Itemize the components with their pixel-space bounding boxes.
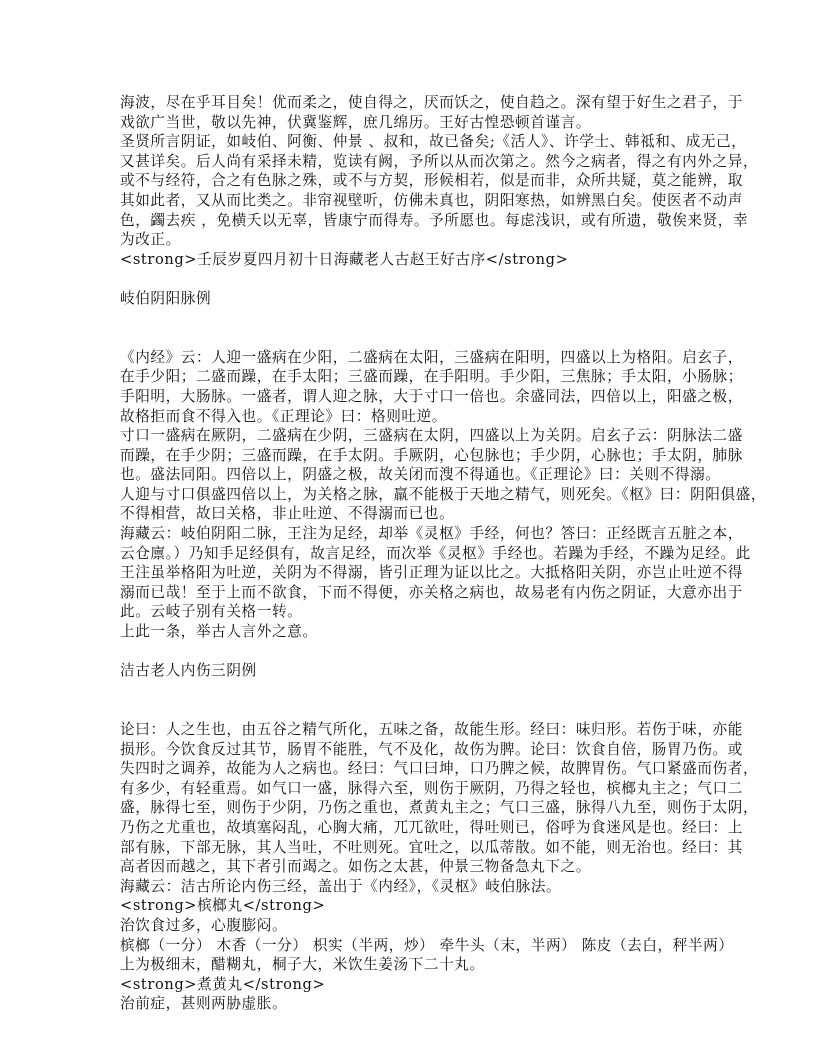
spacer (120, 681, 700, 720)
text-line: 有多少，有轻重焉。如气口一盛，脉得六至，则伤于厥阴，乃得之轻也，槟榔丸主之；气口二 (120, 779, 743, 797)
text-line: 失四时之调养，故能为人之病也。经曰：气口曰坤，口乃脾之候，故脾胃伤。气口紧盛而伤者， (120, 760, 759, 778)
recipe-title: <strong>煮黄丸</strong> (120, 975, 326, 993)
text-line: 海藏云：洁古所论内伤三经，盖出于《内经》，《灵枢》岐伯脉法。 (120, 877, 562, 895)
section-heading: 洁古老人内伤三阴例 (120, 662, 257, 680)
spacer (120, 309, 700, 348)
text-line: 海波，尽在乎耳目矣！优而柔之，使自得之，厌而饫之，使自趋之。深有望于好生之君子，于 (120, 94, 743, 111)
recipe-title: <strong>槟榔丸</strong> (120, 897, 326, 915)
text-line: 上此一条，举古人言外之意。 (120, 623, 318, 641)
document-page (120, 93, 767, 1014)
text-line: 在手少阳；二盛而躁，在手太阳；三盛而躁，在手阳明。手少阳，三焦脉；手太阳，小肠脉； (120, 368, 743, 386)
text-line: 色，蠲去疾 ，免横夭以无辜，皆康宁而得寿。予所愿也。每虑浅识，或有所遗，敬俟来贤，幸 (120, 211, 749, 229)
text-line: 溺而已哉！至于上而不欲食，下而不得便，亦关格之病也，故易老有内伤之阴证，大意亦出于 (120, 583, 743, 601)
text-line: 治前症，甚则两胁虚胀。 (120, 995, 288, 1013)
text-line: 盛，脉得七至，则伤于少阴，乃伤之重也，煮黄丸主之；气口三盛，脉得八九至，则伤于太阴， (120, 799, 759, 817)
text-line: 故格拒而食不得入也。《正理论》曰：格则吐逆。 (120, 407, 447, 425)
text-line: 人迎与寸口俱盛四倍以上，为关格之脉，羸不能极于天地之精气，则死矣。《枢》曰：阴阳俱盛， (120, 485, 767, 503)
text-line: 治饮食过多，心腹膨闷。 (120, 916, 288, 934)
text-line: 乃伤之尤重也，故填塞闷乱，心胸大痛，兀兀欲吐，得吐则已，俗呼为食迷风是也。经曰：上 (120, 818, 743, 836)
text-line: 寸口一盛病在厥阴，二盛病在少阴，三盛病在太阴，四盛以上为关阴。启玄子云：阴脉法二盛 (120, 427, 743, 445)
section-heading: 岐伯阴阳脉例 (120, 289, 212, 307)
spacer (120, 269, 700, 289)
text-line: 又甚详矣。后人尚有采择未精，览读有阙，予所以从而次第之。然今之病者，得之有内外之异， (120, 152, 759, 170)
text-line: 损形。今饮食反过其节，肠胃不能胜，气不及化，故伤为脾。论曰：饮食自倍，肠胃乃伤。或 (120, 740, 743, 758)
text-line: 上为极细末，醋糊丸，桐子大，米饮生姜汤下二十丸。 (120, 956, 485, 974)
spacer (120, 642, 700, 662)
text-line: 其如此者，又从而比类之。非帘视壁听，仿佛未真也，阴阳寒热，如辨黑白矣。使医者不动声 (120, 191, 743, 209)
text-line: 不得相营，故曰关格，非止吐逆、不得溺而已也。 (120, 505, 455, 523)
preface-block (120, 93, 759, 269)
text-line: 高者因而越之，其下者引而竭之。如伤之太甚，仲景三物备急丸下之。 (120, 858, 592, 876)
text-line: 部有脉，下部无脉，其人当吐，不吐则死。宜吐之，以瓜蒂散。如不能，则无治也。经曰：其 (120, 838, 743, 856)
preface-signature: <strong>壬辰岁夏四月初十日海藏老人古赵王好古序</strong> (120, 250, 569, 268)
text-line: 也。盛法同阳。四倍以上，阴盛之极，故关闭而溲不得通也。《正理论》曰：关则不得溺。 (120, 466, 721, 484)
ingredient-line: 槟榔（一分） 木香（一分） 枳实（半两，炒） 牵牛头（末，半两） 陈皮（去白，秤半两） (120, 936, 734, 954)
text-line: 手阳明，大肠脉。一盛者，谓人迎之脉，大于寸口一倍也。余盛同法，四倍以上，阳盛之极， (120, 387, 743, 405)
text-line: 为改正。 (120, 231, 181, 249)
text-line: 此。云岐子别有关格一转。 (120, 603, 303, 621)
text-line: 《内经》云：人迎一盛病在少阳，二盛病在太阳，三盛病在阳明，四盛以上为格阳。启玄子， (120, 348, 743, 366)
text-line: 王注虽举格阳为吐逆，关阴为不得溺，皆引正理为证以比之。大抵格阳关阴，亦岂止吐逆不得 (120, 564, 743, 582)
text-line: 海藏云：岐伯阴阳二脉，王注为足经，却举《灵枢》手经，何也？答曰：正经既言五脏之本， (120, 525, 743, 543)
text-line: 或不与经符，合之有色脉之殊，或不与方契，形候相若，似是而非，众所共疑，莫之能辨，取 (120, 172, 743, 190)
text-line: 戏欲广当世，敬以先神，伏冀鉴辉，庶几绵历。王好古惶恐顿首谨言。 (120, 113, 592, 131)
text-line: 而躁，在手少阴；三盛而躁，在手太阴。手厥阴，心包脉也；手少阴，心脉也；手太阴，肺脉 (120, 446, 743, 464)
text-line: 圣贤所言阴证，如岐伯、阿衡、仲景 、叔和，故已备矣;《活人》、许学士、韩祗和、成无己， (120, 133, 747, 151)
section-body (120, 348, 767, 642)
section-body (120, 720, 759, 1014)
text-line: 云仓廪。）乃知手足经俱有，故言足经，而次举《灵枢》手经也。若躁为手经，不躁为足经。此 (120, 544, 751, 562)
text-line: 论曰：人之生也，由五谷之精气所化，五味之备，故能生形。经曰：味归形。若伤于味，亦能 (120, 721, 743, 738)
